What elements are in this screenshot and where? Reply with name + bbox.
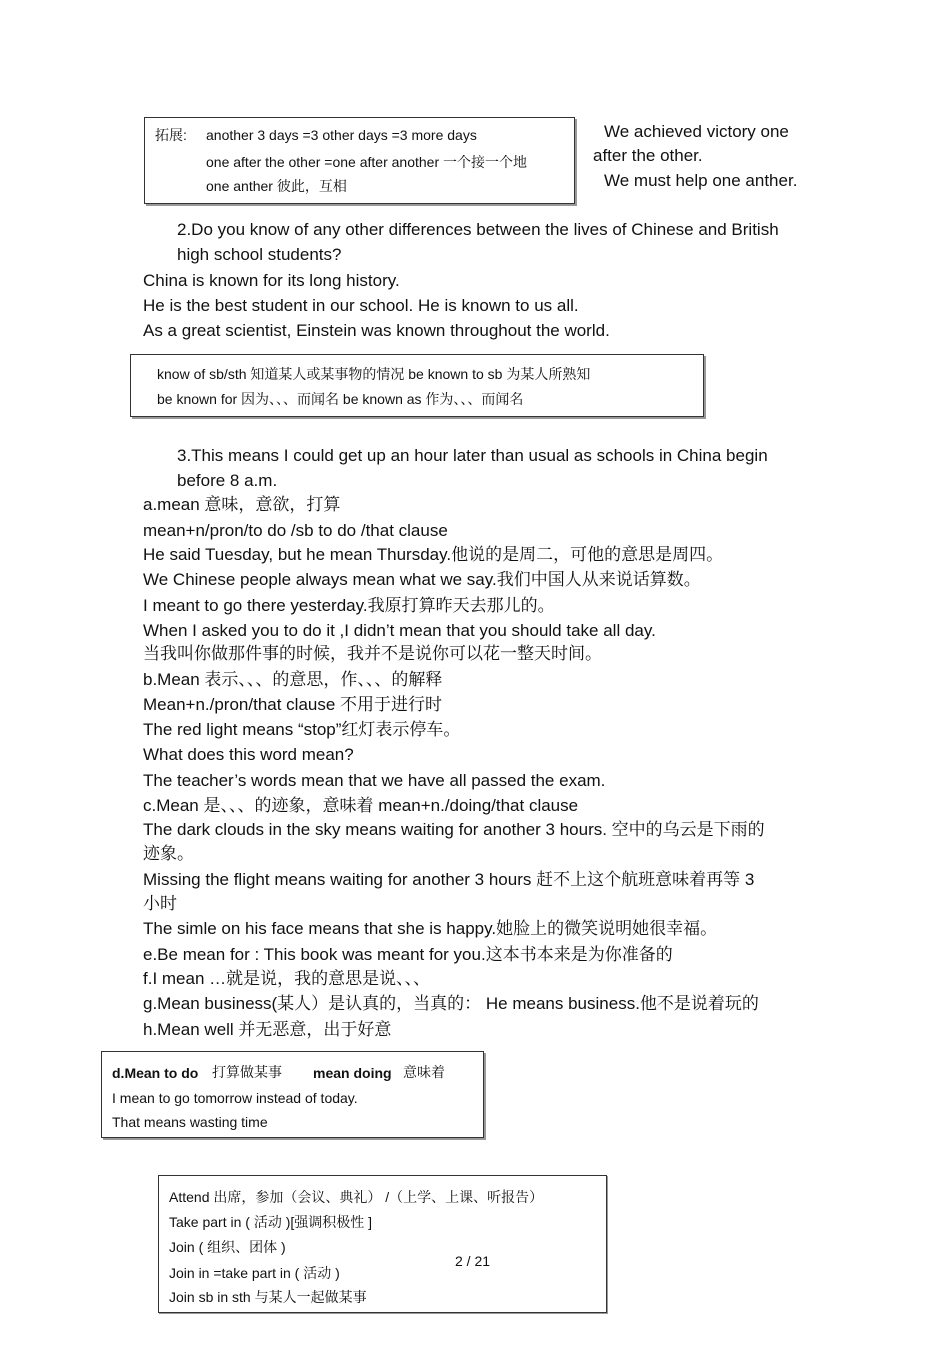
mean-note-line: The dark clouds in the sky means waiting for another 3 hours. 空中的乌云是下雨的 — [143, 820, 765, 839]
mean-note-line: 小时 — [143, 894, 177, 913]
side-example-line: We achieved victory one — [604, 122, 789, 141]
question-line: 2.Do you know of any other differences between the lives of Chinese and British — [177, 220, 779, 239]
box-heading-translation: 意味着 — [403, 1064, 445, 1080]
example-sentence: As a great scientist, Einstein was known throughout the world. — [143, 321, 610, 340]
mean-note-line: mean+n/pron/to do /sb to do /that clause — [143, 521, 448, 540]
mean-note-line: a.mean 意味，意欲，打算 — [143, 495, 341, 514]
phrase-line: Join in =take part in ( 活动 ) — [169, 1265, 340, 1281]
extension-line: one anther 彼此，互相 — [206, 178, 347, 194]
question-line: high school students? — [177, 245, 342, 264]
page-number: 2 / 21 — [455, 1253, 491, 1269]
mean-note-line: The simle on his face means that she is happy.她脸上的微笑说明她很幸福。 — [143, 919, 718, 938]
mean-note-line: The teacher’s words mean that we have all passed the exam. — [143, 771, 606, 790]
box-heading: d.Mean to do — [112, 1065, 199, 1081]
box-example: That means wasting time — [112, 1114, 268, 1130]
example-sentence: China is known for its long history. — [143, 271, 400, 290]
side-example-line: We must help one anther. — [604, 171, 798, 190]
mean-note-line: What does this word mean? — [143, 745, 354, 764]
example-sentence: He is the best student in our school. He is known to us all. — [143, 296, 579, 315]
phrase-line: Join sb in sth 与某人一起做某事 — [169, 1289, 367, 1305]
mean-note-line: g.Mean business(某人）是认真的，当真的： He means business.他不是说着玩的 — [143, 994, 759, 1013]
phrase-line: Join ( 组织、团体 ) — [169, 1239, 286, 1255]
phrase-line: be known for 因为、、、而闻名 be known as 作为、、、而闻名 — [157, 391, 524, 407]
box-heading-translation: 打算做某事 — [212, 1064, 282, 1080]
extension-label: 拓展: — [155, 127, 187, 143]
mean-note-line: h.Mean well 并无恶意，出于好意 — [143, 1020, 392, 1039]
side-example-line: after the other. — [593, 146, 703, 165]
mean-note-line: 当我叫你做那件事的时候，我并不是说你可以花一整天时间。 — [143, 644, 602, 663]
mean-note-line: e.Be mean for : This book was meant for you.这本书本来是为你准备的 — [143, 945, 673, 964]
mean-note-line: c.Mean 是、、、的迹象，意味着 mean+n./doing/that clause — [143, 796, 579, 815]
mean-note-line: 迹象。 — [143, 844, 194, 863]
mean-note-line: Mean+n./pron/that clause 不用于进行时 — [143, 695, 443, 714]
mean-note-line: When I asked you to do it ,I didn’t mean that you should take all day. — [143, 621, 656, 640]
known-phrases-box — [130, 354, 704, 417]
mean-note-line: Missing the flight means waiting for another 3 hours 赶不上这个航班意味着再等 3 — [143, 870, 755, 889]
mean-note-line: I meant to go there yesterday.我原打算昨天去那儿的。 — [143, 596, 555, 615]
phrase-line: Attend 出席，参加（会议、典礼） /（上学、上课、听报告） — [169, 1189, 544, 1205]
mean-note-line: f.I mean …就是说，我的意思是说、、、 — [143, 969, 431, 988]
extension-line: one after the other =one after another 一个接一个地 — [206, 154, 528, 170]
mean-note-line: b.Mean 表示、、、的意思，作、、、的解释 — [143, 670, 443, 689]
mean-note-line: He said Tuesday, but he mean Thursday.他说的是周二，可他的意思是周四。 — [143, 545, 724, 564]
question-line: 3.This means I could get up an hour later than usual as schools in China begin — [177, 446, 768, 465]
phrase-line: know of sb/sth 知道某人或某事物的情况 be known to sb 为某人所熟知 — [157, 366, 591, 382]
box-heading: mean doing — [313, 1065, 392, 1081]
phrase-line: Take part in ( 活动 )[强调积极性 ] — [169, 1214, 373, 1230]
question-line: before 8 a.m. — [177, 471, 278, 490]
mean-note-line: We Chinese people always mean what we say.我们中国人从来说话算数。 — [143, 570, 701, 589]
box-example: I mean to go tomorrow instead of today. — [112, 1090, 358, 1106]
extension-line: another 3 days =3 other days =3 more days — [206, 127, 477, 143]
mean-note-line: The red light means “stop”红灯表示停车。 — [143, 720, 461, 739]
